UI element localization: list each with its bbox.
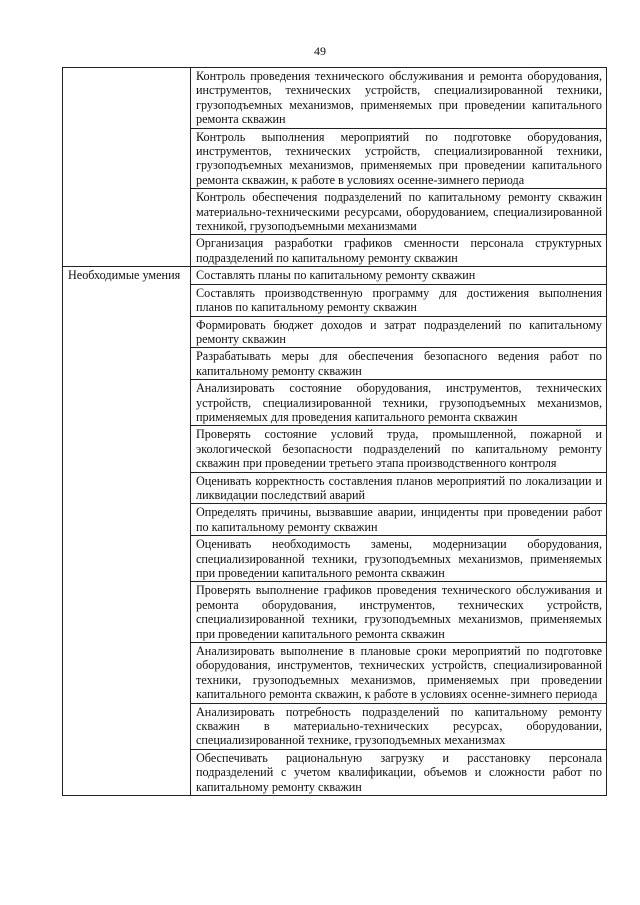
section-label <box>63 68 191 267</box>
requirements-table <box>62 67 607 796</box>
requirement-cell: Анализировать состояние оборудования, инструментов, технических устройств, специализированной техники, грузоподъемных механизмов, применяемых для проведения капитального ремонта скважин <box>191 380 607 426</box>
requirement-cell: Контроль выполнения мероприятий по подготовке оборудования, инструментов, технических устройств, специализированной техники, грузоподъемных механизмов, применяемых при проведении капитального ремонта скважин, к работе в условиях осенне-зимнего периода <box>191 128 607 189</box>
requirement-cell: Оценивать необходимость замены, модернизации оборудования, специализированной техники, грузоподъемных механизмов, применяемых при проведении капитального ремонта скважин <box>191 536 607 582</box>
table-row <box>63 68 607 129</box>
requirement-cell: Контроль обеспечения подразделений по капитальному ремонту скважин материально-техническими ресурсами, оборудованием, специализированной техникой, грузоподъемными механизмами <box>191 189 607 235</box>
requirement-cell: Проверять состояние условий труда, промышленной, пожарной и экологической безопасности подразделений по капитальному ремонту скважин при проведении третьего этапа производственного контроля <box>191 426 607 472</box>
requirement-cell: Анализировать потребность подразделений по капитальному ремонту скважин в материально-технических ресурсах, оборудовании, специализированной технике, грузоподъемных механизмах <box>191 703 607 749</box>
table-body <box>63 68 607 796</box>
requirement-cell: Обеспечивать рациональную загрузку и расстановку персонала подразделений с учетом квалификации, объемов и сложности работ по капитальному ремонту скважин <box>191 749 607 795</box>
requirement-cell: Контроль проведения технического обслуживания и ремонта оборудования, инструментов, технических устройств, специализированной техники, грузоподъемных механизмов, применяемых при проведении капитального ремонта скважин <box>191 68 607 129</box>
requirement-cell: Составлять производственную программу для достижения выполнения планов по капитальному ремонту скважин <box>191 284 607 316</box>
requirement-cell: Составлять планы по капитальному ремонту скважин <box>191 267 607 284</box>
requirement-cell: Анализировать выполнение в плановые сроки мероприятий по подготовке оборудования, инструментов, технических устройств, специализированной техники, грузоподъемных механизмов, применяемых при проведении капитального ремонта скважин, к работе в условиях осенне-зимнего периода <box>191 643 607 704</box>
requirement-cell: Оценивать корректность составления планов мероприятий по локализации и ликвидации последствий аварий <box>191 472 607 504</box>
section-label: Необходимые умения <box>63 267 191 796</box>
requirement-cell: Разрабатывать меры для обеспечения безопасного ведения работ по капитальному ремонту скважин <box>191 348 607 380</box>
page-number: 49 <box>314 44 326 58</box>
table-row <box>63 267 607 284</box>
requirement-cell: Организация разработки графиков сменности персонала структурных подразделений по капитальному ремонту скважин <box>191 235 607 267</box>
requirement-cell: Проверять выполнение графиков проведения технического обслуживания и ремонта оборудования, инструментов, технических устройств, специализированной техники, грузоподъемных механизмов, применяемых при проведении капитального ремонта скважин <box>191 582 607 643</box>
requirement-cell: Формировать бюджет доходов и затрат подразделений по капитальному ремонту скважин <box>191 316 607 348</box>
requirement-cell: Определять причины, вызвавшие аварии, инциденты при проведении работ по капитальному ремонту скважин <box>191 504 607 536</box>
